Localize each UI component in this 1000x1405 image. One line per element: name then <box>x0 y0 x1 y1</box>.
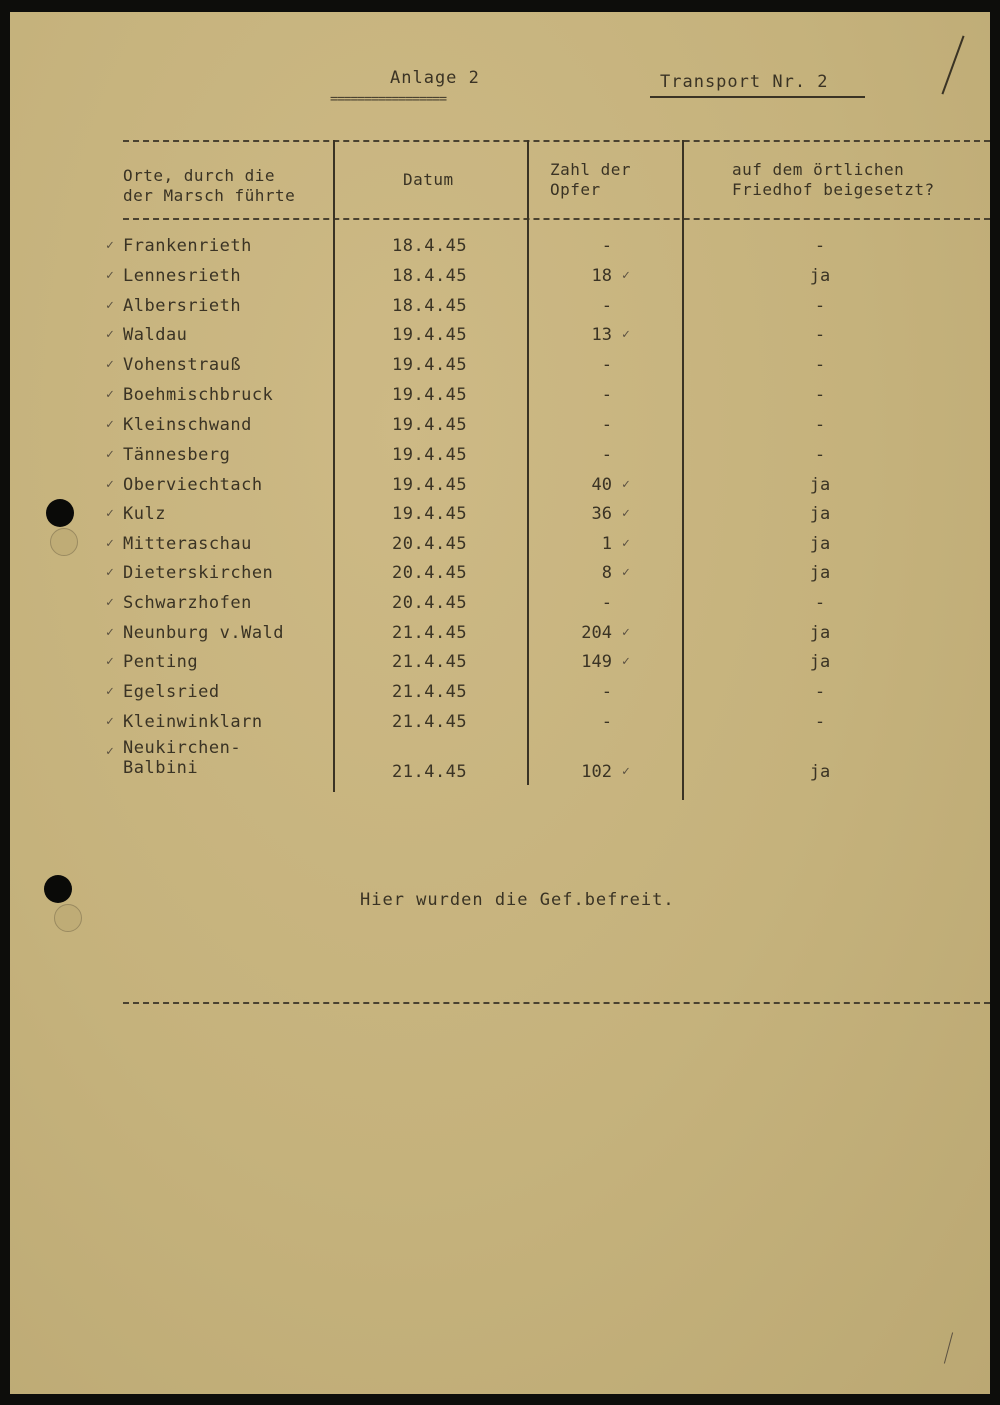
march-date: 21.4.45 <box>392 623 468 643</box>
count-check-mark: ✓ <box>622 625 630 640</box>
march-date: 18.4.45 <box>392 296 468 316</box>
victim-count: - <box>601 355 612 375</box>
punch-hole-ring-lower <box>54 904 82 932</box>
liberation-note: Hier wurden die Gef.befreit. <box>360 890 675 910</box>
buried-locally: ja <box>809 475 831 495</box>
row-check-mark: ✓ <box>106 506 114 521</box>
transport-heading: Transport Nr. 2 <box>660 72 829 92</box>
buried-locally: - <box>814 415 826 435</box>
table-row <box>10 534 990 560</box>
march-date: 19.4.45 <box>392 445 468 465</box>
victim-count: - <box>601 236 612 256</box>
row-check-mark: ✓ <box>106 268 114 283</box>
column-header-date: Datum <box>403 170 454 189</box>
table-row <box>10 296 990 322</box>
march-date: 18.4.45 <box>392 236 468 256</box>
count-check-mark: ✓ <box>622 565 630 580</box>
table-row <box>10 623 990 649</box>
buried-locally: ja <box>809 762 831 782</box>
row-check-mark: ✓ <box>106 684 114 699</box>
place-name: Oberviechtach <box>123 475 263 495</box>
count-check-mark: ✓ <box>622 327 630 342</box>
table-row <box>10 415 990 441</box>
buried-locally: - <box>814 236 826 256</box>
place-name: Tännesberg <box>123 445 231 465</box>
victim-count: 40 <box>591 475 612 495</box>
victim-count: - <box>601 712 612 732</box>
place-name: Vohenstrauß <box>123 355 242 375</box>
place-name: Boehmischbruck <box>123 385 274 405</box>
victim-count: - <box>601 415 612 435</box>
row-check-mark: ✓ <box>106 477 114 492</box>
buried-locally: - <box>814 296 826 316</box>
buried-locally: - <box>814 355 826 375</box>
count-check-mark: ✓ <box>622 506 630 521</box>
place-name: Schwarzhofen <box>123 593 252 613</box>
row-check-mark: ✓ <box>106 654 114 669</box>
buried-locally: - <box>814 682 826 702</box>
table-row <box>10 325 990 351</box>
place-name: Albersrieth <box>123 296 242 316</box>
column-header-victims: Zahl der Opfer <box>550 160 632 199</box>
victim-count: 13 <box>591 325 612 345</box>
victim-count: - <box>601 296 612 316</box>
table-row <box>10 652 990 678</box>
table-row <box>10 266 990 292</box>
corner-pen-stroke <box>941 36 964 95</box>
place-name: Waldau <box>123 325 188 345</box>
table-row <box>10 712 990 738</box>
place-name: Neunburg v.Wald <box>123 623 285 643</box>
table-row <box>10 475 990 501</box>
victim-count: 204 <box>581 623 612 643</box>
place-name: Frankenrieth <box>123 236 252 256</box>
buried-locally: ja <box>809 534 831 554</box>
count-check-mark: ✓ <box>622 654 630 669</box>
count-check-mark: ✓ <box>622 536 630 551</box>
place-name: Penting <box>123 652 199 672</box>
march-date: 19.4.45 <box>392 415 468 435</box>
column-header-buried: auf dem örtlichen Friedhof beigesetzt? <box>732 160 935 199</box>
victim-count: 149 <box>581 652 612 672</box>
march-date: 19.4.45 <box>392 504 468 524</box>
march-date: 20.4.45 <box>392 534 468 554</box>
place-name: Kulz <box>123 504 166 524</box>
row-check-mark: ✓ <box>106 595 114 610</box>
table-row <box>10 445 990 471</box>
table-row <box>10 504 990 530</box>
march-date: 19.4.45 <box>392 325 468 345</box>
row-check-mark: ✓ <box>106 238 114 253</box>
anlage-heading: Anlage 2 <box>390 68 480 88</box>
buried-locally: - <box>814 325 826 345</box>
table-header-rule <box>123 218 990 220</box>
march-date: 21.4.45 <box>392 652 468 672</box>
bottom-corner-tick <box>944 1332 953 1363</box>
table-row <box>10 682 990 708</box>
place-name: Neukirchen- Balbini <box>123 738 242 778</box>
buried-locally: ja <box>809 623 831 643</box>
transport-underline <box>650 96 865 98</box>
row-check-mark: ✓ <box>106 298 114 313</box>
place-name: Egelsried <box>123 682 220 702</box>
table-row <box>10 236 990 262</box>
count-check-mark: ✓ <box>622 477 630 492</box>
document-page <box>10 12 990 1394</box>
march-date: 19.4.45 <box>392 475 468 495</box>
row-check-mark: ✓ <box>106 744 114 759</box>
march-date: 20.4.45 <box>392 593 468 613</box>
place-name: Dieterskirchen <box>123 563 274 583</box>
victim-count: 8 <box>601 563 612 583</box>
row-check-mark: ✓ <box>106 387 114 402</box>
march-date: 19.4.45 <box>392 385 468 405</box>
column-header-places: Orte, durch die der Marsch führte <box>123 166 296 205</box>
victim-count: 18 <box>591 266 612 286</box>
anlage-double-underline: ================= <box>330 92 447 107</box>
table-row <box>10 385 990 411</box>
count-check-mark: ✓ <box>622 268 630 283</box>
closing-rule <box>123 1002 990 1004</box>
victim-count: 1 <box>601 534 612 554</box>
march-date: 21.4.45 <box>392 762 468 782</box>
buried-locally: - <box>814 445 826 465</box>
row-check-mark: ✓ <box>106 625 114 640</box>
victim-count: - <box>601 682 612 702</box>
buried-locally: ja <box>809 652 831 672</box>
punch-hole-lower <box>44 875 72 903</box>
buried-locally: ja <box>809 563 831 583</box>
row-check-mark: ✓ <box>106 714 114 729</box>
place-name: Lennesrieth <box>123 266 242 286</box>
table-top-rule <box>123 140 990 142</box>
buried-locally: - <box>814 712 826 732</box>
table-row <box>10 738 990 782</box>
buried-locally: - <box>814 593 826 613</box>
row-check-mark: ✓ <box>106 357 114 372</box>
march-date: 20.4.45 <box>392 563 468 583</box>
march-date: 18.4.45 <box>392 266 468 286</box>
row-check-mark: ✓ <box>106 565 114 580</box>
place-name: Kleinschwand <box>123 415 252 435</box>
march-date: 21.4.45 <box>392 682 468 702</box>
row-check-mark: ✓ <box>106 327 114 342</box>
punch-hole-ring-upper <box>50 528 78 556</box>
victim-count: 102 <box>581 762 612 782</box>
count-check-mark: ✓ <box>622 764 630 779</box>
punch-hole-upper <box>46 499 74 527</box>
march-date: 19.4.45 <box>392 355 468 375</box>
buried-locally: ja <box>809 504 831 524</box>
march-date: 21.4.45 <box>392 712 468 732</box>
place-name: Kleinwinklarn <box>123 712 263 732</box>
victim-count: 36 <box>591 504 612 524</box>
buried-locally: ja <box>809 266 831 286</box>
row-check-mark: ✓ <box>106 447 114 462</box>
table-row <box>10 593 990 619</box>
row-check-mark: ✓ <box>106 536 114 551</box>
buried-locally: - <box>814 385 826 405</box>
victim-count: - <box>601 445 612 465</box>
table-row <box>10 563 990 589</box>
victim-count: - <box>601 593 612 613</box>
table-row <box>10 355 990 381</box>
place-name: Mitteraschau <box>123 534 252 554</box>
victim-count: - <box>601 385 612 405</box>
row-check-mark: ✓ <box>106 417 114 432</box>
